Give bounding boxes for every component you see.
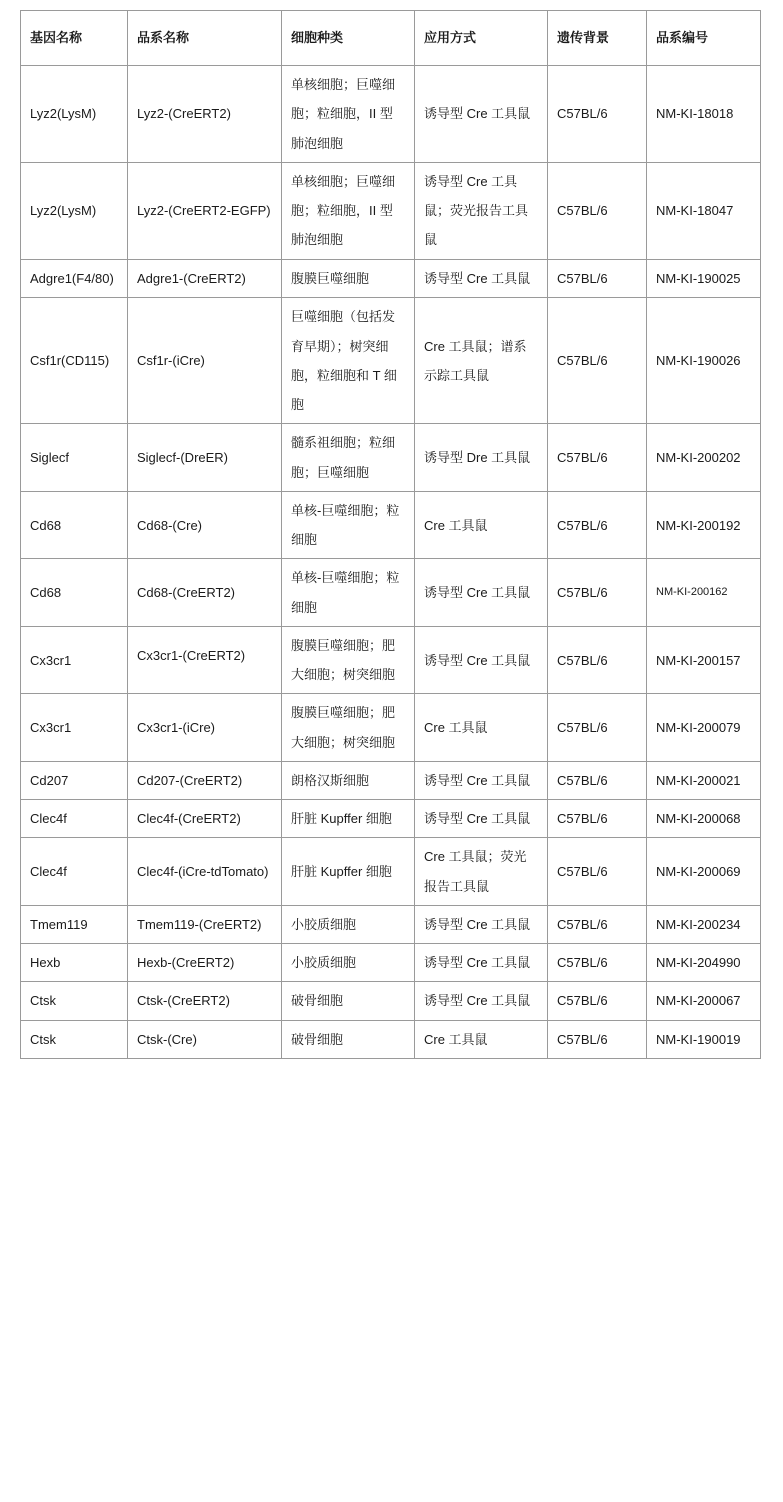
- table-container: [20, 10, 760, 1059]
- table-row: [21, 626, 761, 694]
- cell-strain-number: NM-KI-204990: [647, 944, 761, 982]
- table-row: [21, 944, 761, 982]
- cell-application: 诱导型 Cre 工具鼠: [415, 626, 548, 694]
- column-header-app: 应用方式: [415, 11, 548, 66]
- cell-strain-number: NM-KI-200162: [647, 559, 761, 627]
- cell-application: 诱导型 Dre 工具鼠: [415, 424, 548, 492]
- cell-gene-name: Siglecf: [21, 424, 128, 492]
- cell-strain-number: NM-KI-200079: [647, 694, 761, 762]
- table-header: [21, 11, 761, 66]
- cell-gene-name: Cd68: [21, 491, 128, 559]
- cell-application: 诱导型 Cre 工具鼠；荧光报告工具鼠: [415, 162, 548, 259]
- cell-strain-number: NM-KI-200157: [647, 626, 761, 694]
- cell-strain-name: Lyz2-(CreERT2-EGFP): [128, 162, 282, 259]
- cell-genetic-background: C57BL/6: [548, 982, 647, 1020]
- cell-genetic-background: C57BL/6: [548, 424, 647, 492]
- cell-cell-type: 小胶质细胞: [282, 905, 415, 943]
- cell-gene-name: Cx3cr1: [21, 694, 128, 762]
- cell-gene-name: Lyz2(LysM): [21, 162, 128, 259]
- cell-gene-name: Adgre1(F4/80): [21, 259, 128, 298]
- cell-gene-name: Cd207: [21, 761, 128, 799]
- cell-strain-name: Siglecf-(DreER): [128, 424, 282, 492]
- column-header-gene: 基因名称: [21, 11, 128, 66]
- cell-cell-type: 单核细胞；巨噬细胞；粒细胞，II 型肺泡细胞: [282, 162, 415, 259]
- cell-gene-name: Hexb: [21, 944, 128, 982]
- cell-strain-name: Clec4f-(CreERT2): [128, 800, 282, 838]
- cell-cell-type: 巨噬细胞（包括发育早期）；树突细胞，粒细胞和 T 细胞: [282, 298, 415, 424]
- cell-strain-name: Adgre1-(CreERT2): [128, 259, 282, 298]
- cell-gene-name: Clec4f: [21, 838, 128, 906]
- cell-genetic-background: C57BL/6: [548, 694, 647, 762]
- cell-genetic-background: C57BL/6: [548, 162, 647, 259]
- cell-strain-number: NM-KI-200069: [647, 838, 761, 906]
- cell-cell-type: 朗格汉斯细胞: [282, 761, 415, 799]
- cell-cell-type: 单核-巨噬细胞；粒细胞: [282, 559, 415, 627]
- cell-application: 诱导型 Cre 工具鼠: [415, 66, 548, 163]
- cell-strain-name: Tmem119-(CreERT2): [128, 905, 282, 943]
- cell-strain-number: NM-KI-190026: [647, 298, 761, 424]
- cell-strain-name: Cx3cr1-(iCre): [128, 694, 282, 762]
- cell-strain-name: Ctsk-(Cre): [128, 1020, 282, 1058]
- table-row: [21, 259, 761, 298]
- table-body: [21, 66, 761, 1059]
- cell-application: Cre 工具鼠: [415, 1020, 548, 1058]
- cell-gene-name: Lyz2(LysM): [21, 66, 128, 163]
- cell-gene-name: Ctsk: [21, 1020, 128, 1058]
- mouse-strain-table: [20, 10, 761, 1059]
- cell-cell-type: 破骨细胞: [282, 1020, 415, 1058]
- cell-strain-number: NM-KI-200068: [647, 800, 761, 838]
- cell-strain-number: NM-KI-18018: [647, 66, 761, 163]
- cell-genetic-background: C57BL/6: [548, 491, 647, 559]
- cell-application: 诱导型 Cre 工具鼠: [415, 905, 548, 943]
- cell-cell-type: 腹膜巨噬细胞；肥大细胞；树突细胞: [282, 626, 415, 694]
- cell-genetic-background: C57BL/6: [548, 838, 647, 906]
- table-row: [21, 1020, 761, 1058]
- cell-strain-name: Cd68-(Cre): [128, 491, 282, 559]
- table-row: [21, 694, 761, 762]
- cell-application: 诱导型 Cre 工具鼠: [415, 761, 548, 799]
- table-row: [21, 298, 761, 424]
- column-header-cell: 细胞种类: [282, 11, 415, 66]
- cell-cell-type: 小胶质细胞: [282, 944, 415, 982]
- table-row: [21, 162, 761, 259]
- cell-application: 诱导型 Cre 工具鼠: [415, 800, 548, 838]
- cell-strain-name: Cx3cr1-(CreERT2): [128, 626, 282, 694]
- cell-cell-type: 髓系祖细胞；粒细胞；巨噬细胞: [282, 424, 415, 492]
- table-row: [21, 424, 761, 492]
- cell-strain-name: Clec4f-(iCre-tdTomato): [128, 838, 282, 906]
- cell-application: Cre 工具鼠；荧光报告工具鼠: [415, 838, 548, 906]
- table-row: [21, 761, 761, 799]
- cell-cell-type: 肝脏 Kupffer 细胞: [282, 838, 415, 906]
- cell-cell-type: 腹膜巨噬细胞；肥大细胞；树突细胞: [282, 694, 415, 762]
- table-row: [21, 905, 761, 943]
- cell-gene-name: Tmem119: [21, 905, 128, 943]
- cell-genetic-background: C57BL/6: [548, 905, 647, 943]
- cell-genetic-background: C57BL/6: [548, 559, 647, 627]
- cell-strain-name: Ctsk-(CreERT2): [128, 982, 282, 1020]
- cell-genetic-background: C57BL/6: [548, 1020, 647, 1058]
- table-row: [21, 66, 761, 163]
- cell-application: Cre 工具鼠；谱系示踪工具鼠: [415, 298, 548, 424]
- column-header-strain: 品系名称: [128, 11, 282, 66]
- cell-gene-name: Clec4f: [21, 800, 128, 838]
- cell-genetic-background: C57BL/6: [548, 944, 647, 982]
- table-row: [21, 559, 761, 627]
- cell-strain-number: NM-KI-200192: [647, 491, 761, 559]
- cell-gene-name: Cx3cr1: [21, 626, 128, 694]
- cell-strain-name: Lyz2-(CreERT2): [128, 66, 282, 163]
- cell-application: 诱导型 Cre 工具鼠: [415, 259, 548, 298]
- table-row: [21, 982, 761, 1020]
- cell-genetic-background: C57BL/6: [548, 800, 647, 838]
- cell-strain-name: Cd68-(CreERT2): [128, 559, 282, 627]
- table-header-row: [21, 11, 761, 66]
- table-row: [21, 800, 761, 838]
- cell-strain-number: NM-KI-200067: [647, 982, 761, 1020]
- cell-application: Cre 工具鼠: [415, 694, 548, 762]
- cell-strain-number: NM-KI-200234: [647, 905, 761, 943]
- cell-strain-number: NM-KI-200202: [647, 424, 761, 492]
- cell-cell-type: 单核-巨噬细胞；粒细胞: [282, 491, 415, 559]
- cell-application: 诱导型 Cre 工具鼠: [415, 559, 548, 627]
- cell-cell-type: 破骨细胞: [282, 982, 415, 1020]
- cell-application: 诱导型 Cre 工具鼠: [415, 982, 548, 1020]
- cell-strain-name: Hexb-(CreERT2): [128, 944, 282, 982]
- table-row: [21, 491, 761, 559]
- table-row: [21, 838, 761, 906]
- cell-application: 诱导型 Cre 工具鼠: [415, 944, 548, 982]
- cell-strain-number: NM-KI-190025: [647, 259, 761, 298]
- column-header-num: 品系编号: [647, 11, 761, 66]
- cell-strain-number: NM-KI-200021: [647, 761, 761, 799]
- cell-gene-name: Cd68: [21, 559, 128, 627]
- column-header-bg: 遗传背景: [548, 11, 647, 66]
- cell-gene-name: Csf1r(CD115): [21, 298, 128, 424]
- cell-genetic-background: C57BL/6: [548, 66, 647, 163]
- cell-strain-number: NM-KI-190019: [647, 1020, 761, 1058]
- cell-gene-name: Ctsk: [21, 982, 128, 1020]
- cell-genetic-background: C57BL/6: [548, 298, 647, 424]
- cell-genetic-background: C57BL/6: [548, 761, 647, 799]
- cell-cell-type: 单核细胞；巨噬细胞；粒细胞，II 型肺泡细胞: [282, 66, 415, 163]
- cell-application: Cre 工具鼠: [415, 491, 548, 559]
- cell-genetic-background: C57BL/6: [548, 626, 647, 694]
- cell-cell-type: 腹膜巨噬细胞: [282, 259, 415, 298]
- cell-cell-type: 肝脏 Kupffer 细胞: [282, 800, 415, 838]
- cell-genetic-background: C57BL/6: [548, 259, 647, 298]
- cell-strain-number: NM-KI-18047: [647, 162, 761, 259]
- cell-strain-name: Csf1r-(iCre): [128, 298, 282, 424]
- cell-strain-name: Cd207-(CreERT2): [128, 761, 282, 799]
